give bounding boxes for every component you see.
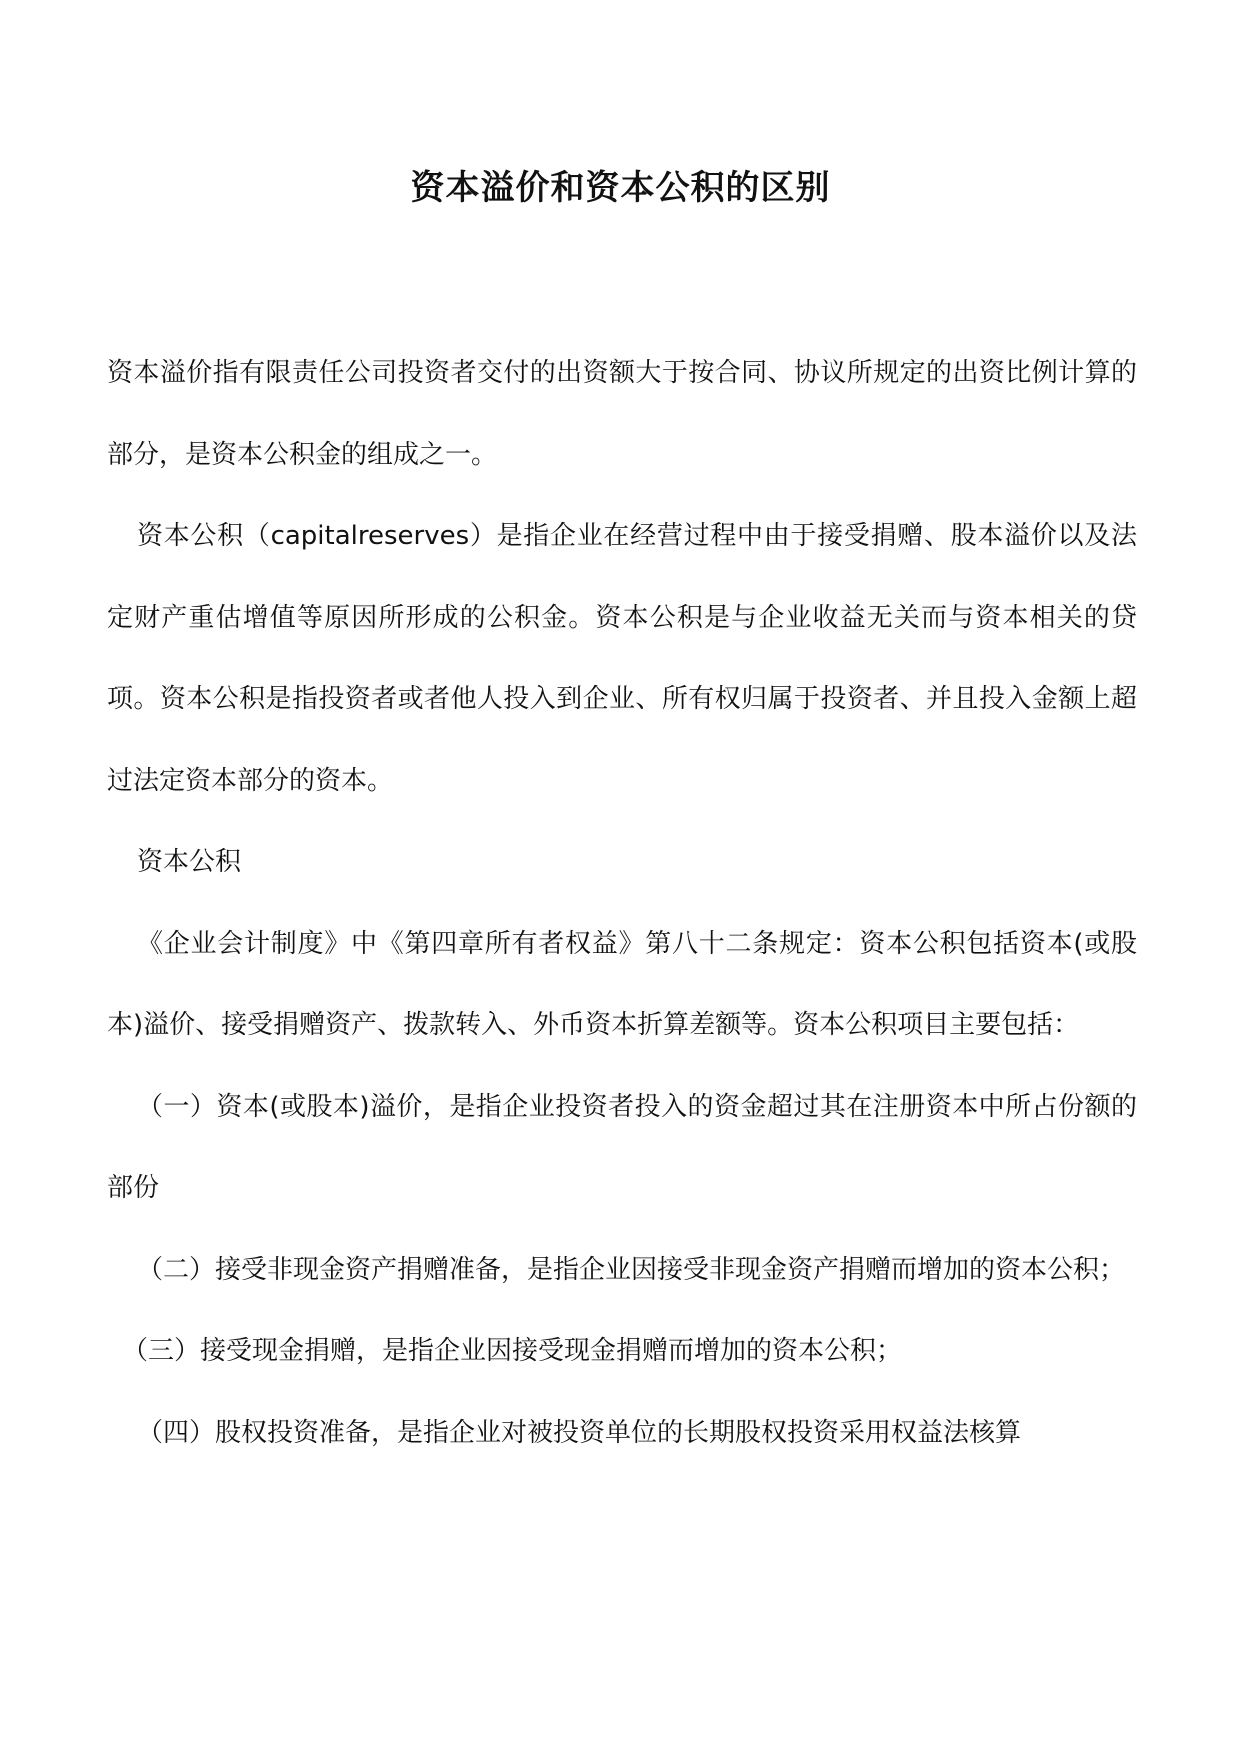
document-title: 资本溢价和资本公积的区别 [410,168,831,208]
list-item-1: （一）资本(或股本)溢价，是指企业投资者投入的资金超过其在注册资本中所占份额的部份 [107,1091,1137,1203]
list-item-2: （二）接受非现金资产捐赠准备，是指企业因接受非现金资产捐赠而增加的资本公积； [137,1254,1126,1285]
paragraph-capital-reserve-definition: 资本公积（capitalreserves）是指企业在经营过程中由于接受捐赠、股本溢价以及法定财产重估增值等原因所形成的公积金。资本公积是与企业收益无关而与资本相关的贷项。资本公积是指投资者或者他人投入到企业、所有权归属于投资者、并且投入金额上超过法定资本部分的资本。 [107,521,1137,796]
document-body [107,333,1137,1474]
paragraph-accounting-regulation: 《企业会计制度》中《第四章所有者权益》第八十二条规定：资本公积包括资本(或股本)溢价、接受捐赠资产、拨款转入、外币资本折算差额等。资本公积项目主要包括： [107,928,1137,1040]
paragraph-capital-premium-definition: 资本溢价指有限责任公司投资者交付的出资额大于按合同、协议所规定的出资比例计算的部分，是资本公积金的组成之一。 [107,358,1137,470]
paragraph-capital-reserve-heading: 资本公积 [137,847,242,877]
list-item-3: （三）接受现金捐赠，是指企业因接受现金捐赠而增加的资本公积； [122,1336,903,1366]
list-item-4: （四）股权投资准备，是指企业对被投资单位的长期股权投资采用权益法核算 [137,1417,1022,1448]
